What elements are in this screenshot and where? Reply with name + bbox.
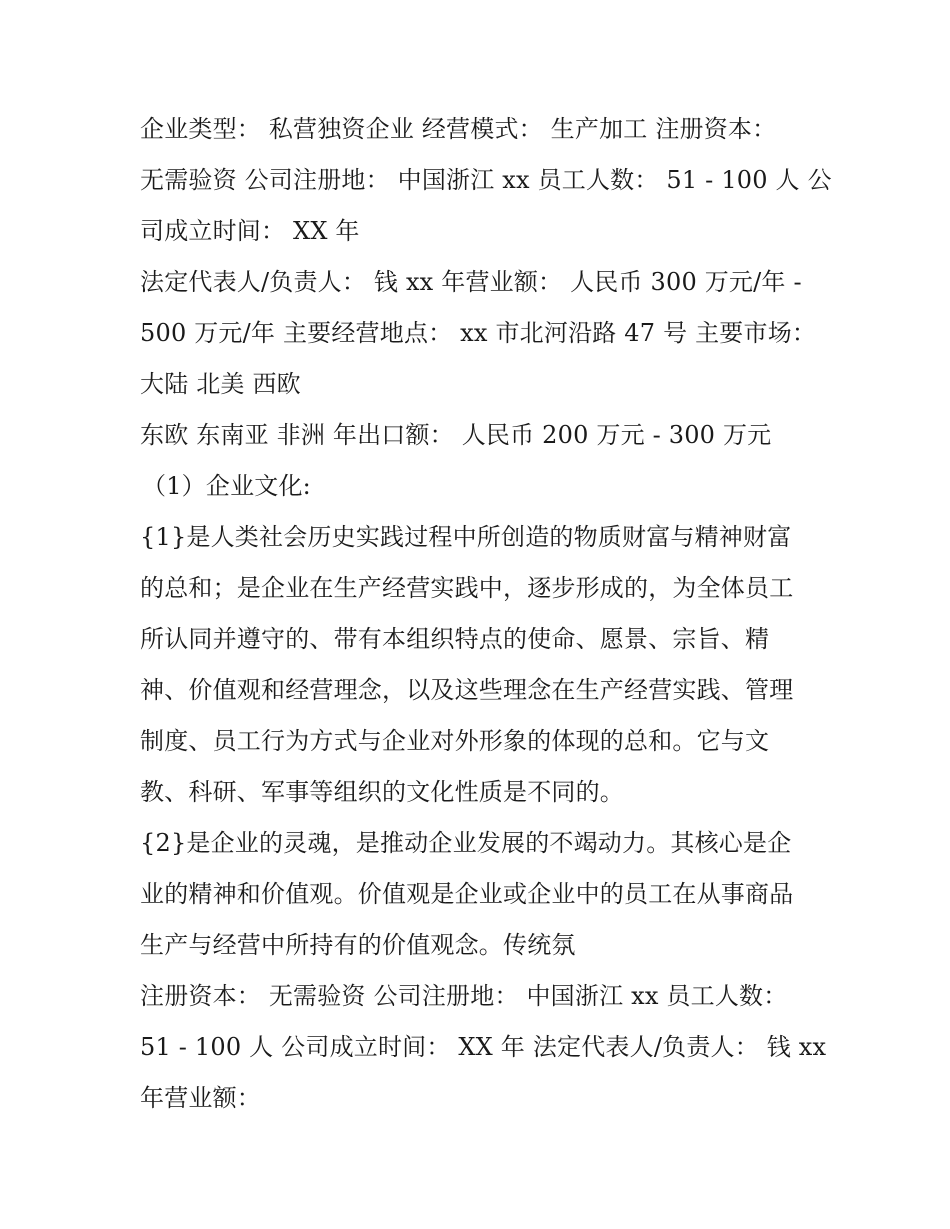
text-line: 法定代表人/负责人： 钱 xx 年营业额： 人民币 300 万元/年 - [140,268,802,296]
text-line: 大陆 北美 西欧 [140,370,301,398]
text-line: 生产与经营中所持有的价值观念。传统氛 [140,931,576,959]
text-line: {1}是人类社会历史实践过程中所创造的物质财富与精神财富 [140,523,792,551]
text-line: 东欧 东南亚 非洲 年出口额： 人民币 200 万元 - 300 万元 [140,421,772,449]
text-line: 无需验资 公司注册地： 中国浙江 xx 员工人数： 51 - 100 人 公 [140,166,832,194]
text-line: 注册资本： 无需验资 公司注册地： 中国浙江 xx 员工人数： [140,982,788,1010]
text-line: {2}是企业的灵魂，是推动企业发展的不竭动力。其核心是企 [140,829,792,857]
text-line: 500 万元/年 主要经营地点： xx 市北河沿路 47 号 主要市场： [140,319,817,347]
text-line: 教、科研、军事等组织的文化性质是不同的。 [140,778,624,806]
text-line: 神、价值观和经营理念，以及这些理念在生产经营实践、管理 [140,676,794,704]
text-line: 司成立时间： XX 年 [140,217,360,245]
text-line: 企业类型： 私营独资企业 经营模式： 生产加工 注册资本： [140,115,777,143]
document-body [140,104,830,1124]
text-line: 业的精神和价值观。价值观是企业或企业中的员工在从事商品 [140,880,794,908]
text-line: 51 - 100 人 公司成立时间： XX 年 法定代表人/负责人： 钱 xx [140,1033,827,1061]
text-line: 制度、员工行为方式与企业对外形象的体现的总和。它与文 [140,727,770,755]
text-line: 所认同并遵守的、带有本组织特点的使命、愿景、宗旨、精 [140,625,770,653]
text-line: 的总和；是企业在生产经营实践中，逐步形成的，为全体员工 [140,574,794,602]
section-heading: （1）企业文化: [142,472,311,500]
text-line: 年营业额： [140,1084,261,1112]
